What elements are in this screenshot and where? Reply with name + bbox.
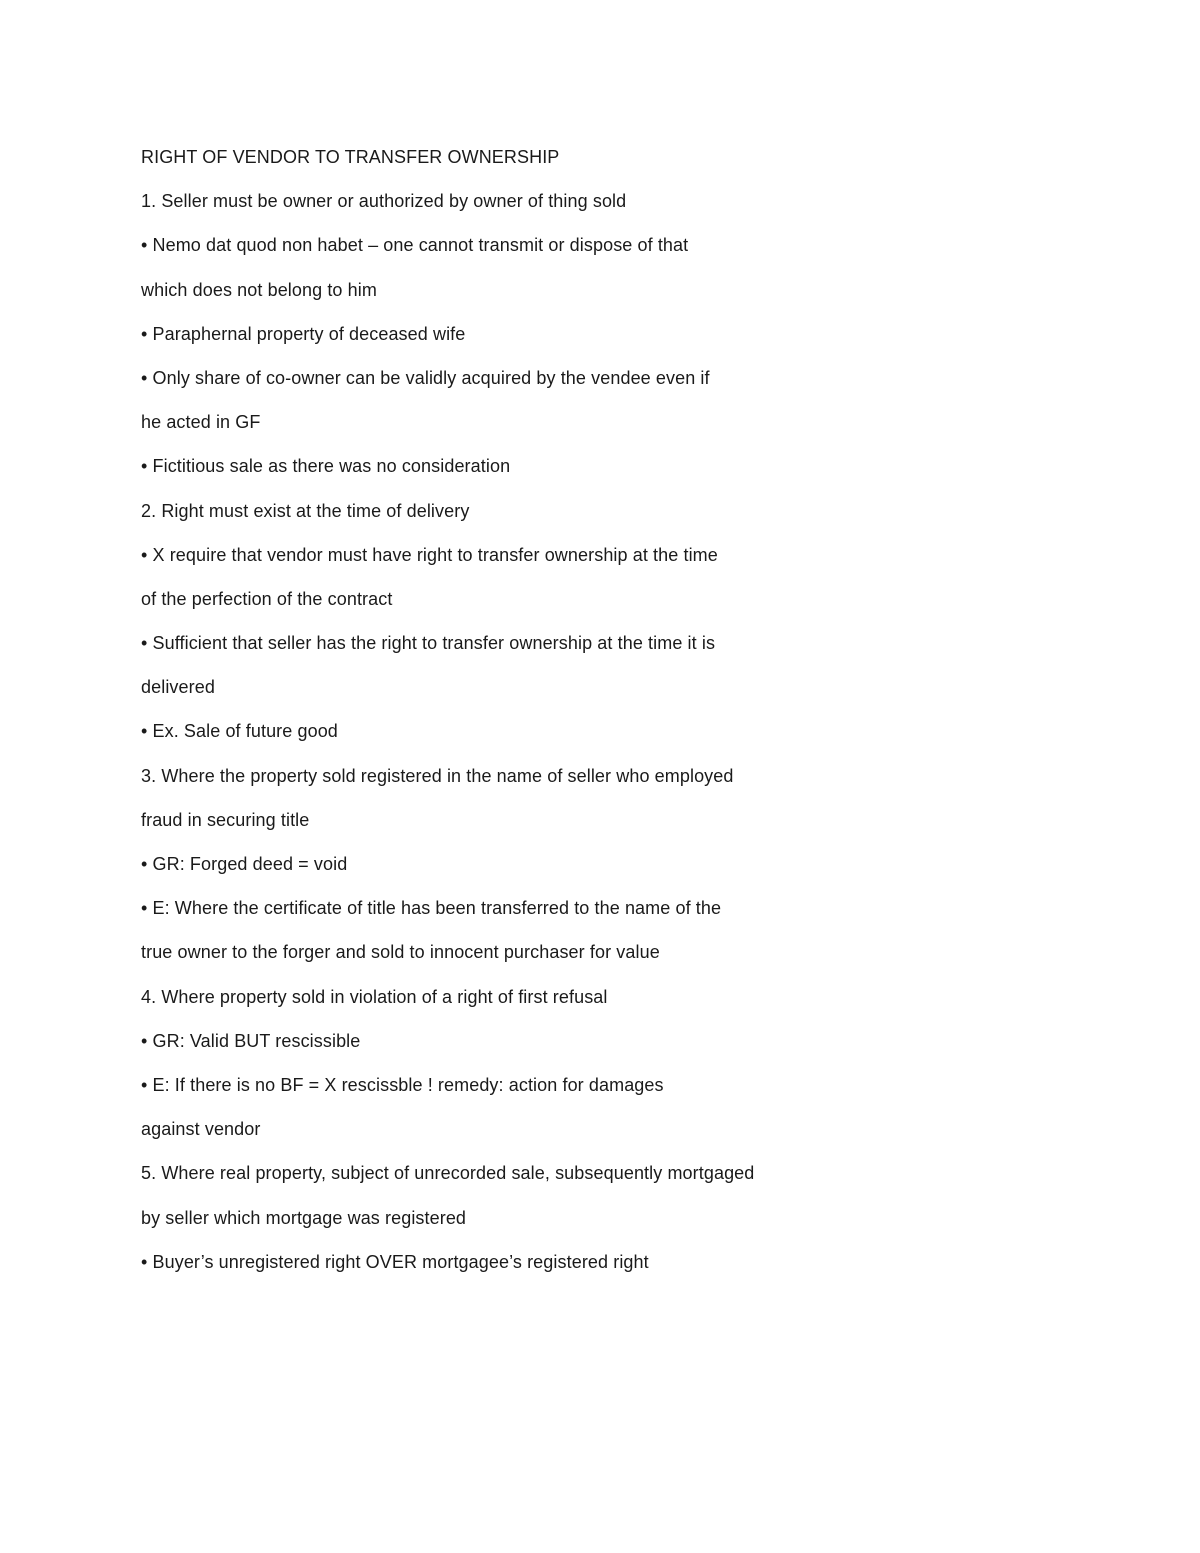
text-line: of the perfection of the contract (141, 588, 393, 609)
text-line: 5. Where real property, subject of unrecorded sale, subsequently mortgaged (141, 1163, 755, 1184)
text-line: 4. Where property sold in violation of a right of first refusal (141, 986, 608, 1007)
text-line: which does not belong to him (141, 279, 377, 300)
text-line: fraud in securing title (141, 809, 310, 830)
text-line: • Paraphernal property of deceased wife (141, 323, 466, 344)
text-line: • Sufficient that seller has the right to transfer ownership at the time it is (141, 633, 716, 654)
text-line: • Buyer’s unregistered right OVER mortgagee’s registered right (141, 1251, 649, 1272)
text-line: true owner to the forger and sold to innocent purchaser for value (141, 942, 660, 963)
document-title: RIGHT OF VENDOR TO TRANSFER OWNERSHIP (141, 147, 560, 167)
text-line: • GR: Valid BUT rescissible (141, 1030, 361, 1051)
document-body (141, 142, 1041, 1291)
text-line: • Ex. Sale of future good (141, 721, 338, 742)
text-line: • GR: Forged deed = void (141, 854, 348, 874)
text-line: 2. Right must exist at the time of delivery (141, 500, 470, 521)
text-line: • Nemo dat quod non habet – one cannot transmit or dispose of that (141, 235, 689, 256)
text-line: • X require that vendor must have right to transfer ownership at the time (141, 544, 718, 565)
text-line: • Only share of co-owner can be validly acquired by the vendee even if (141, 367, 710, 388)
text-line: delivered (141, 677, 215, 698)
text-line: he acted in GF (141, 412, 261, 433)
text-line: against vendor (141, 1119, 261, 1140)
text-line: by seller which mortgage was registered (141, 1207, 467, 1228)
text-line: • E: If there is no BF = X rescissble ! remedy: action for damages (141, 1074, 664, 1095)
text-line: • E: Where the certificate of title has been transferred to the name of the (141, 898, 722, 919)
text-line: 1. Seller must be owner or authorized by owner of thing sold (141, 191, 627, 212)
text-line: 3. Where the property sold registered in the name of seller who employed (141, 765, 734, 786)
text-line: • Fictitious sale as there was no consideration (141, 456, 511, 477)
